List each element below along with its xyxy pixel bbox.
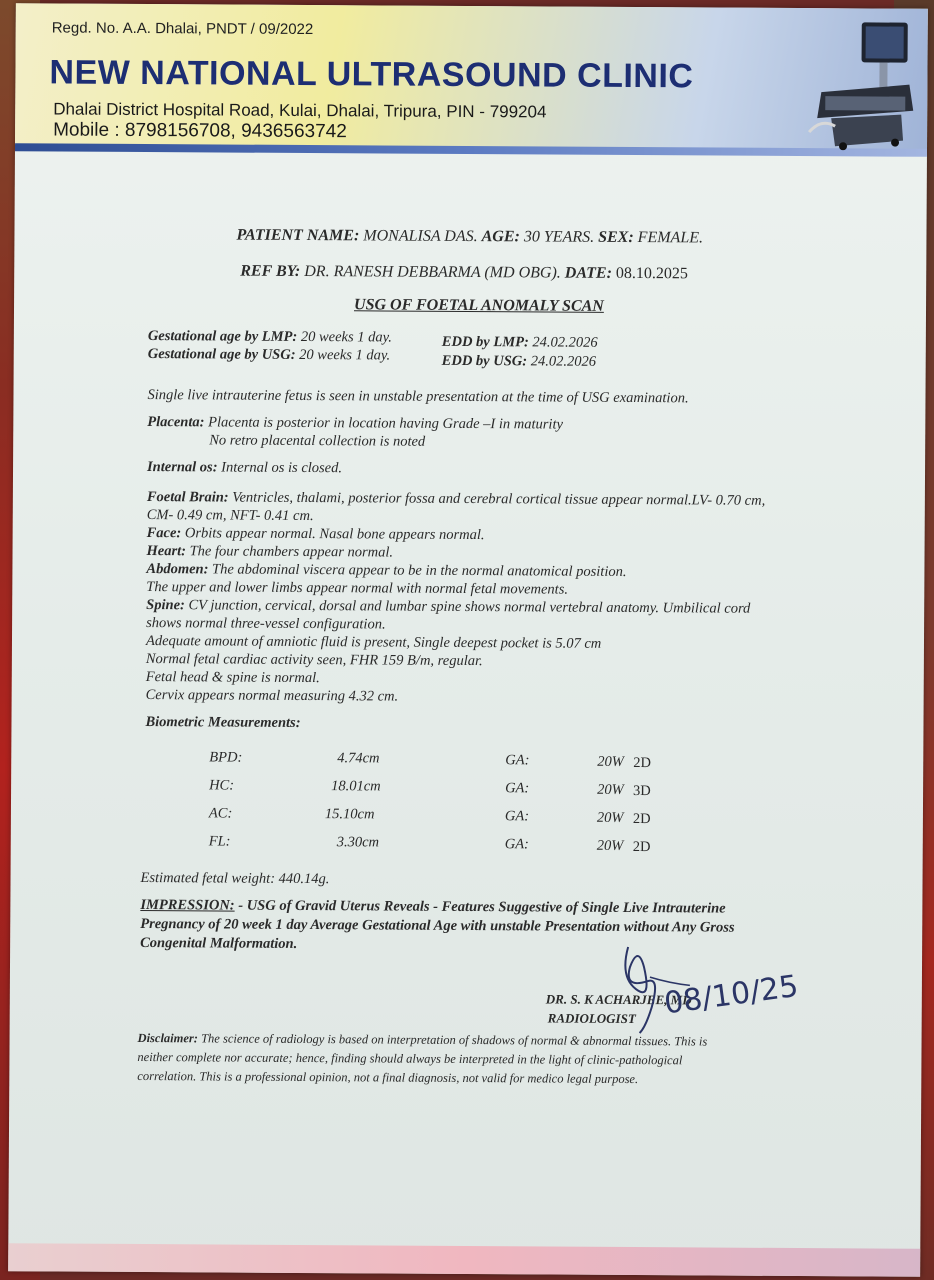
spine-label: Spine: <box>146 597 185 614</box>
edd-usg-value: 24.02.2026 <box>530 353 597 370</box>
ga-usg-row <box>148 346 391 364</box>
edd-usg-row <box>442 353 596 371</box>
impression-text-2: Pregnancy of 20 week 1 day Average Gestational Age with unstable Presentation without Any Gross <box>140 916 735 936</box>
head-spine-text: Fetal head & spine is normal. <box>145 669 320 687</box>
biometry-value-fl: 3.30cm <box>336 834 380 851</box>
date-label: DATE: <box>564 264 612 282</box>
estimated-fetal-weight: Estimated fetal weight: 440.14g. <box>140 870 330 888</box>
sex-label: SEX: <box>598 228 634 247</box>
disclaimer-text-3: correlation. This is a professional opinion, not a final diagnosis, not valid for medico legal purpose. <box>137 1068 639 1087</box>
ga-usg-value: 20 weeks 1 day. <box>299 346 391 364</box>
biometry-ga-label-hc: GA: <box>505 780 530 797</box>
clinic-name: NEW NATIONAL ULTRASOUND CLINIC <box>49 53 694 96</box>
biometry-heading: Biometric Measurements: <box>145 714 301 731</box>
edd-lmp-row <box>442 334 598 352</box>
amniotic-fluid-text: Adequate amount of amniotic fluid is present, Single deepest pocket is 5.07 cm <box>145 633 602 652</box>
impression-label: IMPRESSION: <box>140 897 235 914</box>
abdomen-row <box>146 561 626 581</box>
report-date: 08.10.2025 <box>615 264 688 283</box>
ga-lmp-label: Gestational age by LMP: <box>147 328 298 345</box>
patient-sex: FEMALE. <box>637 229 704 247</box>
biometry-ga-ac: 20W <box>596 809 624 826</box>
radiologist-title: RADIOLOGIST <box>547 1010 636 1027</box>
edd-lmp-label: EDD by LMP: <box>441 333 529 351</box>
disclaimer-text-2: neither complete nor accurate; hence, finding should always be interpreted in the light of clinic-pathological <box>137 1049 683 1068</box>
heart-row <box>146 543 393 562</box>
ga-lmp-row <box>148 328 392 346</box>
face-row <box>147 525 485 544</box>
disclaimer-label: Disclaimer: <box>137 1030 199 1046</box>
placenta-row <box>147 414 563 434</box>
clinic-mobile: Mobile : 8798156708, 9436563742 <box>53 119 347 143</box>
impression-text-1: - USG of Gravid Uterus Reveals - Features Suggestive of Single Live Intrauterine <box>238 897 726 917</box>
biometry-value-bpd: 4.74cm <box>337 750 380 767</box>
referral-line <box>240 263 688 284</box>
limbs-text: The upper and lower limbs appear normal with normal fetal movements. <box>146 579 569 598</box>
heart-label: Heart: <box>146 543 187 560</box>
biometry-value-ac: 15.10cm <box>324 806 375 823</box>
disclaimer-text-1: The science of radiology is based on interpretation of shadows of normal & abnormal tissues. This is <box>201 1031 708 1049</box>
ultrasound-machine-icon <box>791 14 922 151</box>
biometry-days-ac: 2D <box>632 811 651 828</box>
biometry-ga-fl: 20W <box>596 837 624 854</box>
impression-row <box>140 897 725 918</box>
ga-usg-label: Gestational age by USG: <box>147 346 296 363</box>
biometry-param-fl: FL: <box>208 833 231 850</box>
age-label: AGE: <box>481 228 520 246</box>
patient-name-label: PATIENT NAME: <box>236 226 360 245</box>
footer-band <box>8 1243 920 1277</box>
abdomen-text: The abdominal viscera appear to be in the normal anatomical position. <box>212 561 627 580</box>
patient-age: 30 YEARS. <box>523 228 595 246</box>
spine-text: CV junction, cervical, dorsal and lumbar spine shows normal vertebral anatomy. Umbilical cord <box>188 597 751 617</box>
biometry-param-hc: HC: <box>209 777 235 794</box>
report-sheet <box>8 3 928 1277</box>
placenta-label: Placenta: <box>147 414 205 431</box>
edd-lmp-value: 24.02.2026 <box>532 334 598 351</box>
biometry-ga-label-bpd: GA: <box>505 752 530 769</box>
face-label: Face: <box>146 525 182 542</box>
internal-os-label: Internal os: <box>147 459 218 476</box>
brain-label: Foetal Brain: <box>146 489 229 506</box>
biometry-days-fl: 2D <box>632 839 651 856</box>
biometry-ga-label-ac: GA: <box>504 808 530 825</box>
biometry-ga-bpd: 20W <box>597 753 624 770</box>
biometry-days-bpd: 2D <box>633 755 652 772</box>
disclaimer-row <box>138 1031 708 1049</box>
edd-usg-label: EDD by USG: <box>441 352 528 370</box>
spine-text-2: shows normal three-vessel configuration. <box>146 615 386 633</box>
referring-doctor: DR. RANESH DEBBARMA (MD OBG). <box>304 262 561 282</box>
heart-text: The four chambers appear normal. <box>189 543 394 561</box>
biometry-param-ac: AC: <box>208 805 233 822</box>
radiologist-name: DR. S. K ACHARJEE, MD <box>545 991 692 1008</box>
abdomen-label: Abdomen: <box>146 561 209 578</box>
patient-name: MONALISA DAS. <box>363 227 478 246</box>
patient-line <box>236 227 703 248</box>
placenta-text-2: No retro placental collection is noted <box>209 432 426 450</box>
biometry-param-bpd: BPD: <box>209 749 243 766</box>
handwritten-date: 08/10/25 <box>662 968 801 1022</box>
registration-number: Regd. No. A.A. Dhalai, PNDT / 09/2022 <box>51 19 314 39</box>
report-title: USG OF FOETAL ANOMALY SCAN <box>353 296 604 315</box>
impression-text-3: Congenital Malformation. <box>140 935 298 952</box>
cervix-text: Cervix appears normal measuring 4.32 cm. <box>145 687 399 705</box>
brain-text-2: CM- 0.49 cm, NFT- 0.41 cm. <box>146 507 314 525</box>
internal-os-row <box>147 459 342 477</box>
brain-text: Ventricles, thalami, posterior fossa and cerebral cortical tissue appear normal.LV- 0.70 cm, <box>232 489 766 509</box>
biometry-ga-hc: 20W <box>597 781 624 798</box>
cardiac-activity-text: Normal fetal cardiac activity seen, FHR 159 B/m, regular. <box>145 651 483 670</box>
clinic-address: Dhalai District Hospital Road, Kulai, Dhalai, Tripura, PIN - 799204 <box>53 99 547 122</box>
biometry-ga-label-fl: GA: <box>504 836 529 853</box>
internal-os-text: Internal os is closed. <box>221 459 343 477</box>
biometry-days-hc: 3D <box>633 783 651 800</box>
ga-lmp-value: 20 weeks 1 day. <box>300 328 392 346</box>
biometry-value-hc: 18.01cm <box>331 778 381 795</box>
ref-label: REF BY: <box>240 262 301 280</box>
intro-finding: Single live intrauterine fetus is seen in unstable presentation at the time of USG examination. <box>147 387 689 407</box>
placenta-text: Placenta is posterior in location having Grade –I in maturity <box>208 414 563 433</box>
face-text: Orbits appear normal. Nasal bone appears normal. <box>184 525 485 544</box>
